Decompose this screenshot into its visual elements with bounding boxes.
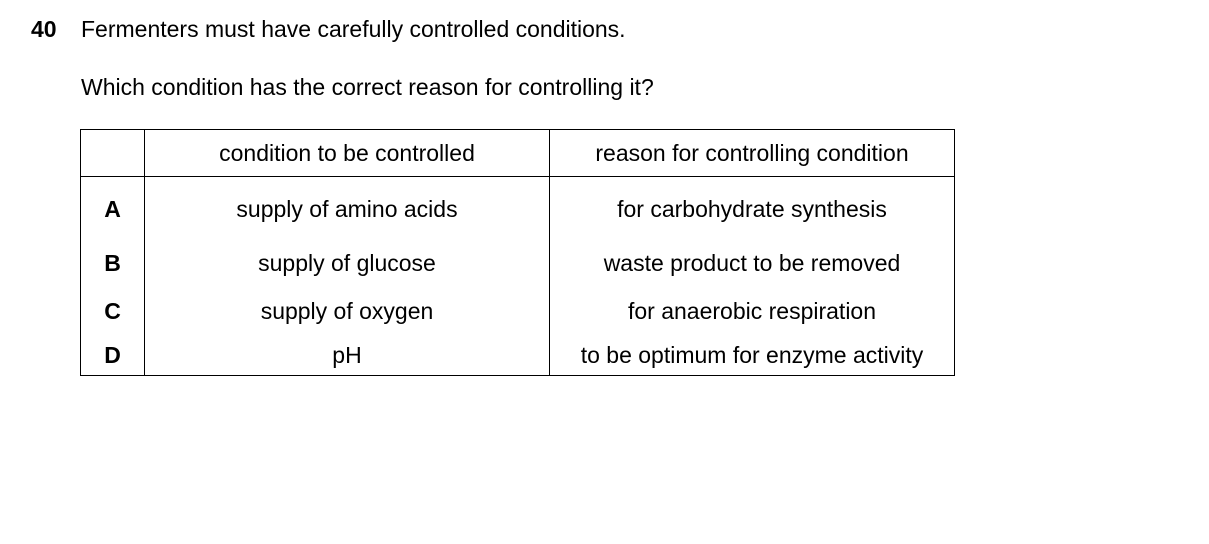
option-condition: supply of amino acids xyxy=(145,177,550,240)
option-condition: pH xyxy=(145,335,550,376)
option-reason: for anaerobic respiration xyxy=(550,287,955,335)
header-letter xyxy=(81,130,145,177)
option-reason: waste product to be removed xyxy=(550,239,955,287)
option-letter: D xyxy=(81,335,145,376)
header-condition: condition to be controlled xyxy=(145,130,550,177)
question-prompt: Which condition has the correct reason for controlling it? xyxy=(81,74,654,100)
table-header-row xyxy=(81,130,955,177)
option-condition: supply of oxygen xyxy=(145,287,550,335)
header-reason: reason for controlling condition xyxy=(550,130,955,177)
question-stem: Fermenters must have carefully controlled conditions. xyxy=(81,16,626,42)
table-row xyxy=(81,239,955,287)
option-letter: A xyxy=(81,177,145,240)
table-row xyxy=(81,335,955,376)
option-letter: C xyxy=(81,287,145,335)
option-reason: for carbohydrate synthesis xyxy=(550,177,955,240)
option-reason: to be optimum for enzyme activity xyxy=(550,335,955,376)
option-letter: B xyxy=(81,239,145,287)
answer-options-table xyxy=(80,129,955,376)
question-number: 40 xyxy=(31,16,57,42)
option-condition: supply of glucose xyxy=(145,239,550,287)
table-row xyxy=(81,177,955,240)
table-row xyxy=(81,287,955,335)
